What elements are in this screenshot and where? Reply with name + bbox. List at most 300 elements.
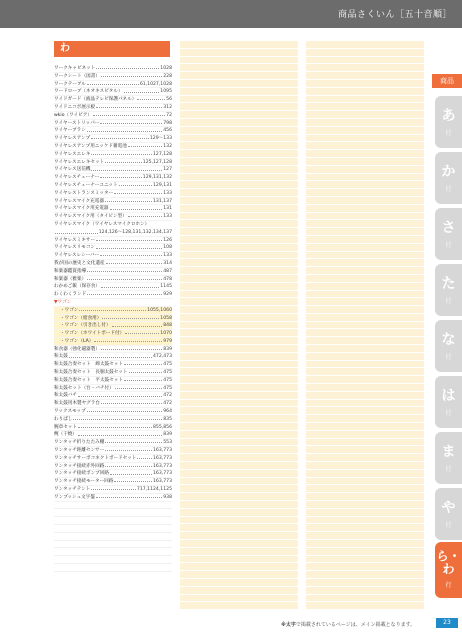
leader-dots (124, 377, 162, 381)
empty-index-line (306, 283, 424, 291)
empty-index-line (180, 556, 298, 564)
empty-index-line (306, 64, 424, 72)
footer-note-text: で掲載されているページは、メイン掲載となります。 (295, 622, 416, 628)
index-entry (54, 307, 172, 315)
empty-index-line (306, 259, 424, 267)
index-entry (54, 470, 172, 478)
empty-index-line (306, 150, 424, 158)
entry-page: 61,1027,1028 (139, 81, 172, 87)
empty-index-line (180, 166, 298, 174)
empty-index-line (306, 493, 424, 501)
index-entry (54, 104, 172, 112)
entry-name: ワイヤレスマイク充電器 (54, 198, 104, 204)
empty-index-line (180, 532, 298, 540)
entry-name: ワイドガード（液晶テレビ保護パネル） (54, 97, 137, 103)
entry-name: ・ワゴン（引き出し付） (60, 323, 111, 329)
empty-index-line (306, 49, 424, 57)
index-entry (54, 88, 172, 96)
empty-index-line (306, 88, 424, 96)
entry-page: 475 (163, 377, 172, 383)
empty-index-line (180, 267, 298, 275)
leader-dots (87, 81, 139, 85)
empty-index-line (306, 119, 424, 127)
index-entry (54, 424, 172, 432)
empty-index-line (180, 291, 298, 299)
entry-name: ワークシート（図書） (54, 73, 100, 79)
entry-page: 848 (163, 323, 172, 329)
index-entry (54, 260, 172, 268)
empty-index-line (180, 205, 298, 213)
empty-index-line (180, 361, 298, 369)
entry-name: ワイヤレス送信機 (54, 167, 91, 173)
blank-index-line (54, 533, 172, 541)
leader-dots (105, 463, 152, 467)
entry-name: ワイヤレスチューナー (54, 175, 100, 181)
tab-kana: は (441, 388, 456, 404)
empty-index-line (306, 478, 424, 486)
leader-dots (105, 159, 142, 163)
empty-index-line (180, 602, 298, 610)
entry-page: 163,773 (153, 463, 172, 469)
tab-suffix: 行 (445, 354, 452, 361)
leader-dots (73, 416, 162, 420)
empty-index-line (180, 337, 298, 345)
leader-dots (115, 385, 162, 389)
leader-dots (91, 486, 136, 490)
entry-page: 717,1124,1125 (136, 487, 172, 493)
empty-index-line (306, 306, 424, 314)
entry-name: ワークテーブル (54, 81, 86, 87)
empty-index-line (306, 166, 424, 174)
entry-name: ワークキャビネット (54, 66, 96, 71)
index-entry (54, 299, 172, 307)
empty-index-line (306, 392, 424, 400)
empty-index-line (180, 135, 298, 143)
entry-name: ワードローブ（ネオキスビタル） (54, 89, 123, 95)
empty-index-line (306, 524, 424, 532)
entry-page: 133 (163, 214, 172, 220)
entry-page: 472,473 (153, 354, 172, 360)
entry-page: 855,856 (153, 424, 172, 430)
entry-page: 472 (163, 401, 172, 407)
tab-3[interactable] (435, 208, 462, 260)
index-entry (54, 221, 172, 237)
leader-dots (78, 424, 152, 428)
empty-index-line (306, 57, 424, 65)
empty-index-line (306, 540, 424, 548)
index-entry (54, 315, 172, 323)
empty-index-line (180, 446, 298, 454)
index-entry (54, 353, 172, 361)
index-entry (54, 291, 172, 299)
empty-index-line (180, 392, 298, 400)
empty-index-line (306, 111, 424, 119)
index-entry (54, 120, 172, 128)
entry-name: 和食器（強化磁器製） (54, 346, 100, 352)
index-entry (54, 478, 172, 486)
tab-kana: あ (441, 108, 456, 124)
index-entry (54, 447, 172, 455)
leader-dots (128, 143, 162, 147)
leader-dots (96, 494, 162, 498)
tab-8[interactable] (435, 488, 462, 540)
entry-page: 133 (163, 253, 172, 259)
entry-page: 125,127,128 (142, 159, 172, 165)
index-entry (54, 486, 172, 494)
empty-index-line (306, 446, 424, 454)
leader-dots (94, 338, 162, 342)
entry-page: 475 (163, 370, 172, 376)
entry-name: ワイヤレスミキサー (54, 237, 96, 243)
leader-dots (100, 252, 162, 256)
tab-1[interactable] (435, 96, 462, 148)
entry-page: 553 (163, 440, 172, 446)
empty-index-line (306, 353, 424, 361)
index-entry (54, 244, 172, 252)
entry-name: ワイヤレスレシーバー (54, 253, 100, 259)
empty-index-line (306, 314, 424, 322)
empty-index-line (180, 244, 298, 252)
entry-page: 487 (163, 268, 172, 274)
empty-index-line (306, 291, 424, 299)
entry-page: 1058 (160, 315, 172, 321)
leader-dots (105, 439, 162, 443)
tab-suffix: 行 (445, 186, 452, 193)
empty-index-line (180, 595, 298, 603)
entry-page: 1095 (160, 89, 172, 95)
index-entry (54, 198, 172, 206)
entry-name: ワイヤレスアンプ (54, 136, 91, 142)
index-entry (54, 338, 172, 346)
entry-page: 56 (166, 97, 172, 103)
leader-dots (137, 96, 165, 100)
empty-index-line (306, 400, 424, 408)
leader-dots (100, 120, 162, 124)
entry-page: 798 (163, 120, 172, 126)
index-entry (54, 143, 172, 151)
tab-2[interactable] (435, 152, 462, 204)
entry-page: 129〜133 (149, 136, 172, 142)
index-entry (54, 159, 172, 167)
empty-index-line (306, 579, 424, 587)
tab-suffix: 行 (445, 582, 452, 589)
empty-index-line (180, 439, 298, 447)
index-entry (54, 361, 172, 369)
leader-dots (96, 65, 159, 69)
empty-index-column-2 (180, 41, 298, 610)
entry-page: 472 (163, 393, 172, 399)
leader-dots (87, 291, 162, 295)
entry-name: ・ワゴン (60, 307, 79, 313)
entry-name: ワイヤレスチューナーユニット (54, 182, 118, 188)
entry-name: ワイヤレストランスミッター (54, 190, 114, 196)
empty-index-line (180, 220, 298, 228)
empty-index-line (180, 431, 298, 439)
entry-name: 椀（干焼） (54, 432, 77, 438)
empty-index-line (306, 142, 424, 150)
entry-page: 478 (163, 276, 172, 282)
empty-index-line (306, 509, 424, 517)
empty-index-line (180, 501, 298, 509)
leader-dots (105, 447, 152, 451)
leader-dots (87, 276, 162, 280)
index-entry (54, 276, 172, 284)
entry-page: 126 (163, 237, 172, 243)
leader-dots (91, 166, 162, 170)
empty-index-line (306, 213, 424, 221)
entry-name: 和太鼓用木製ヤグラ台 (54, 401, 100, 407)
empty-index-line (180, 228, 298, 236)
empty-index-column-3 (306, 41, 424, 610)
leader-dots (96, 104, 162, 108)
empty-index-line (180, 127, 298, 135)
tab-6[interactable] (435, 376, 462, 428)
empty-index-line (180, 517, 298, 525)
entry-name: 和太鼓合奏セット 締太鼓セット (54, 362, 123, 368)
empty-index-line (306, 205, 424, 213)
empty-index-line (180, 252, 298, 260)
index-entry (54, 377, 172, 385)
leader-dots (96, 237, 162, 241)
empty-index-line (306, 252, 424, 260)
empty-index-line (306, 181, 424, 189)
empty-index-line (180, 407, 298, 415)
empty-index-line (306, 587, 424, 595)
empty-index-line (306, 602, 424, 610)
empty-index-line (306, 368, 424, 376)
leader-dots (100, 174, 141, 178)
tab-kana: や (441, 500, 456, 516)
index-entry (54, 400, 172, 408)
tab-kana: さ (441, 220, 456, 236)
entry-name: ▼ワゴン (54, 299, 72, 305)
index-entry (54, 463, 172, 471)
blank-index-line (54, 517, 172, 525)
index-entry (54, 268, 172, 276)
empty-index-line (306, 228, 424, 236)
entry-page: 938 (163, 494, 172, 500)
empty-index-line (306, 571, 424, 579)
empty-index-line (180, 72, 298, 80)
empty-index-line (306, 72, 424, 80)
tab-kana: ら・わ (436, 549, 461, 576)
leader-dots (124, 88, 160, 92)
kana-index-sidebar (432, 28, 462, 628)
empty-index-line (180, 470, 298, 478)
index-entry (54, 73, 172, 81)
empty-index-line (306, 329, 424, 337)
index-entry (54, 127, 172, 135)
leader-dots (93, 112, 165, 116)
empty-index-line (306, 595, 424, 603)
tab-4[interactable] (435, 264, 462, 316)
tab-7[interactable] (435, 432, 462, 484)
entry-name: 和楽器鑑賞指導 (54, 268, 87, 274)
leader-dots (96, 244, 162, 248)
leader-dots (137, 455, 152, 459)
entry-page: 456 (163, 128, 172, 134)
entry-name: ワンプッシュ文字盤 (54, 494, 95, 500)
entry-name: ワックスモップ (54, 409, 86, 415)
leader-dots (78, 431, 162, 435)
empty-index-line (180, 119, 298, 127)
empty-index-line (306, 407, 424, 415)
empty-index-line (306, 337, 424, 345)
empty-index-line (306, 135, 424, 143)
entry-page: 1070 (160, 331, 172, 337)
empty-index-line (306, 556, 424, 564)
entry-page: 475 (163, 362, 172, 368)
index-entry (54, 330, 172, 338)
empty-index-line (180, 283, 298, 291)
empty-index-line (180, 509, 298, 517)
blank-index-line (54, 525, 172, 533)
footer-note (281, 621, 415, 628)
entry-page: 163,773 (153, 479, 172, 485)
blank-index-line (54, 564, 172, 572)
index-entry (54, 65, 172, 73)
empty-index-line (180, 493, 298, 501)
empty-index-line (306, 127, 424, 135)
index-entry (54, 494, 172, 502)
empty-index-line (180, 563, 298, 571)
entry-page: 312 (163, 104, 172, 110)
entry-name: ワイヤレスマイク（ワイヤレスマイクロホン） (54, 221, 150, 227)
entry-page: 1055,1060 (147, 307, 172, 313)
empty-index-line (180, 150, 298, 158)
empty-index-line (180, 142, 298, 150)
leader-dots (79, 307, 146, 311)
empty-index-line (306, 189, 424, 197)
empty-index-line (306, 532, 424, 540)
entry-page: 1028 (160, 66, 172, 71)
empty-index-line (180, 353, 298, 361)
empty-index-line (180, 41, 298, 49)
index-entry (54, 112, 172, 120)
index-entry (54, 182, 172, 190)
empty-index-line (180, 103, 298, 111)
leader-dots (91, 135, 149, 139)
empty-index-line (180, 329, 298, 337)
entry-page: 835 (163, 416, 172, 422)
entry-name: ワンタッチ折りたたみ棚 (54, 440, 105, 446)
empty-index-line (306, 41, 424, 49)
leader-dots (114, 478, 152, 482)
entry-page: 163,773 (153, 471, 172, 477)
empty-index-line (306, 158, 424, 166)
entry-name: 和太鼓バチ (54, 393, 77, 399)
empty-index-line (306, 275, 424, 283)
leader-dots (110, 470, 152, 474)
tab-suffix: 行 (445, 522, 452, 529)
entry-name: 和楽器（雅楽） (54, 276, 87, 282)
index-entry (54, 346, 172, 354)
entry-page: 132 (163, 143, 172, 149)
entry-name: ワンタッチテント (54, 487, 91, 493)
section-heading-wa: わ (54, 41, 170, 57)
entry-page: 1145 (160, 284, 172, 290)
entry-page: 964 (163, 409, 172, 415)
empty-index-line (180, 384, 298, 392)
entry-name: ワンタッチ接続モーター回路 (54, 479, 114, 485)
entry-name: 和太鼓 (54, 354, 68, 360)
index-entry (54, 431, 172, 439)
empty-index-line (180, 181, 298, 189)
tab-9[interactable] (435, 542, 462, 598)
leader-dots (110, 205, 163, 209)
blank-index-line (54, 541, 172, 549)
index-entry (54, 385, 172, 393)
leader-dots (55, 229, 98, 234)
tab-suffix: 行 (445, 298, 452, 305)
empty-index-line (180, 158, 298, 166)
entry-page: 475 (163, 385, 172, 391)
footer-note-bold: ※太字 (281, 622, 296, 628)
sidebar-label: 商品 (432, 74, 462, 88)
tab-suffix: 行 (445, 466, 452, 473)
entry-name: ワンタッチサーボコネクトボードセット (54, 455, 137, 461)
entry-name: ワイヤレスエレキセット (54, 159, 105, 165)
leader-dots (102, 315, 159, 319)
empty-index-line (306, 470, 424, 478)
empty-index-line (306, 376, 424, 384)
tab-kana: ま (441, 444, 456, 460)
leader-dots (106, 260, 163, 264)
entry-name: 和太鼓セット（台・バチ付） (54, 385, 114, 391)
entry-page: 228 (163, 73, 172, 79)
entry-page: 839 (163, 432, 172, 438)
empty-index-line (306, 322, 424, 330)
index-entry (54, 392, 172, 400)
leader-dots (101, 283, 159, 287)
empty-index-line (306, 517, 424, 525)
empty-index-line (180, 213, 298, 221)
entry-name: ワンタッチ接続赤外回路 (54, 463, 105, 469)
leader-dots (119, 182, 152, 186)
leader-dots (78, 392, 162, 396)
tab-5[interactable] (435, 320, 462, 372)
leader-dots (128, 213, 162, 217)
empty-index-line (306, 462, 424, 470)
index-entry-list (54, 65, 172, 572)
empty-index-line (180, 298, 298, 306)
entry-page: 163,773 (153, 455, 172, 461)
index-entry (54, 408, 172, 416)
index-entry (54, 190, 172, 198)
empty-index-line (306, 415, 424, 423)
index-entry (54, 151, 172, 159)
empty-index-line (180, 548, 298, 556)
entry-name: wkio（ワイビア） (54, 112, 92, 118)
blank-index-line (54, 548, 172, 556)
entry-name: 我が国の歴史と文化遺産 (54, 260, 105, 266)
entry-page: 839 (163, 346, 172, 352)
entry-name: ワイヤーブラシ (54, 128, 86, 134)
tab-kana: な (441, 332, 456, 348)
empty-index-line (180, 88, 298, 96)
entry-page: 124,126〜128,131,132,134,137 (98, 229, 172, 235)
empty-index-line (180, 400, 298, 408)
entry-name: 和太鼓合奏セット 長胴太鼓セット (54, 370, 128, 376)
index-entry (54, 205, 172, 213)
empty-index-line (306, 103, 424, 111)
index-entry (54, 237, 172, 245)
empty-index-line (306, 80, 424, 88)
leader-dots (101, 73, 162, 77)
empty-index-line (306, 563, 424, 571)
leader-dots (114, 190, 162, 194)
empty-index-line (180, 322, 298, 330)
